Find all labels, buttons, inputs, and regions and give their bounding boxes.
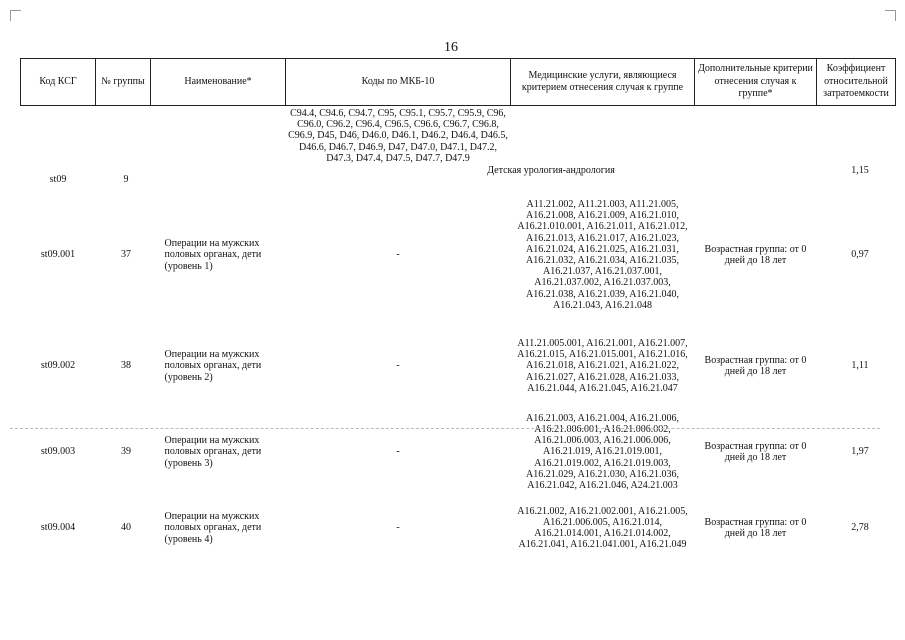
row-services: A11.21.005.001, A16.21.001, A16.21.007, A16.21.015, A16.21.015.001, A16.21.016, A16.21.018, A16.21.021, A16.21.022, A16.21.027, A16.21.028, A16.21.033, A16.21.044, A16.21.045, A16.21.047 [517, 338, 688, 394]
table-row [21, 324, 896, 408]
table-row [21, 186, 896, 324]
section-row [21, 164, 896, 186]
header-name: Наименование* [151, 59, 286, 106]
row-name: Операции на мужских половых органах, дети (уровень 1) [164, 238, 262, 272]
section-code: st09 [49, 173, 67, 185]
scan-artifact-line [10, 428, 880, 429]
row-group-number: 40 [121, 522, 131, 534]
table-row [21, 496, 896, 560]
row-coefficient: 1,11 [851, 360, 869, 372]
row-criteria: Возрастная группа: от 0 дней до 18 лет [704, 516, 807, 540]
row-group-number: 37 [121, 249, 131, 261]
header-coefficient: Коэффициент относительной затратоемкости [817, 59, 896, 106]
row-criteria: Возрастная группа: от 0 дней до 18 лет [704, 440, 807, 464]
continuation-mkb-codes: C94.4, C94.6, C94.7, C95, C95.1, C95.7, C95.9, C96, C96.0, C96.2, C96.4, C96.5, C96.6, C96.7, C96.8, C96.9, D45, D46, D46.0, D46.1, D46.2, D46.4, D46.5, D46.6, D46.7, D46.9, D47, D47.0, D47.1, D47.2, D47.3, D47.4, D47.5, D47.7, D47.9 [288, 108, 508, 164]
row-coefficient: 1,97 [851, 446, 869, 458]
row-mkb-codes: - [396, 360, 400, 372]
row-coefficient: 2,78 [851, 522, 869, 534]
scan-corner-mark [885, 10, 896, 21]
row-mkb-codes: - [396, 249, 400, 261]
row-name: Операции на мужских половых органах, дети (уровень 3) [164, 435, 262, 469]
row-coefficient: 0,97 [851, 249, 869, 261]
row-criteria: Возрастная группа: от 0 дней до 18 лет [704, 354, 807, 378]
row-code: st09.001 [40, 249, 76, 261]
row-group-number: 39 [121, 446, 131, 458]
row-mkb-codes: - [396, 446, 400, 458]
row-criteria: Возрастная группа: от 0 дней до 18 лет [704, 243, 807, 267]
continuation-row [21, 106, 896, 165]
tariff-table [20, 58, 896, 560]
header-code: Код КСГ [21, 59, 96, 106]
section-coefficient: 1,15 [851, 165, 869, 177]
section-title: Детская урология-андрология [487, 165, 615, 177]
header-criteria: Дополнительные критерии отнесения случая к группе* [695, 59, 817, 106]
section-group-number: 9 [123, 173, 129, 185]
row-services: A16.21.003, A16.21.004, A16.21.006, A16.21.006.001, A16.21.006.002, A16.21.006.003, A16.21.006.006, A16.21.019, A16.21.019.001, A16.21.019.002, A16.21.019.003, A16.21.029, A16.21.030, A16.21.036, A16.21.042, A16.21.046, A24.21.003 [525, 412, 680, 492]
header-group-number: № группы [96, 59, 151, 106]
row-services: A11.21.002, A11.21.003, A11.21.005, A16.21.008, A16.21.009, A16.21.010, A16.21.010.001, A16.21.011, A16.21.012, A16.21.013, A16.21.017, A16.21.023, A16.21.024, A16.21.025, A16.21.031, A16.21.032, A16.21.034, A16.21.035, A16.21.037, A16.21.037.001, A16.21.037.002, A16.21.037.003, A16.21.038, A16.21.039, A16.21.040, A16.21.043, A16.21.048 [517, 199, 688, 311]
table-row [21, 408, 896, 496]
header-mkb-codes: Коды по МКБ-10 [286, 59, 511, 106]
row-code: st09.003 [40, 446, 76, 458]
row-code: st09.004 [40, 522, 76, 534]
row-group-number: 38 [121, 360, 131, 372]
table-header-row [21, 59, 896, 106]
row-name: Операции на мужских половых органах, дети (уровень 4) [164, 511, 262, 545]
row-services: A16.21.002, A16.21.002.001, A16.21.005, A16.21.006.005, A16.21.014, A16.21.014.001, A16.21.014.002, A16.21.041, A16.21.041.001, A16.21.049 [517, 505, 688, 551]
row-code: st09.002 [40, 360, 76, 372]
row-mkb-codes: - [396, 522, 400, 534]
page-number: 16 [444, 40, 458, 55]
header-services: Медицинские услуги, являющиеся критерием отнесения случая к группе [511, 59, 695, 106]
scan-corner-mark [10, 10, 21, 21]
row-name: Операции на мужских половых органах, дети (уровень 2) [164, 349, 262, 383]
